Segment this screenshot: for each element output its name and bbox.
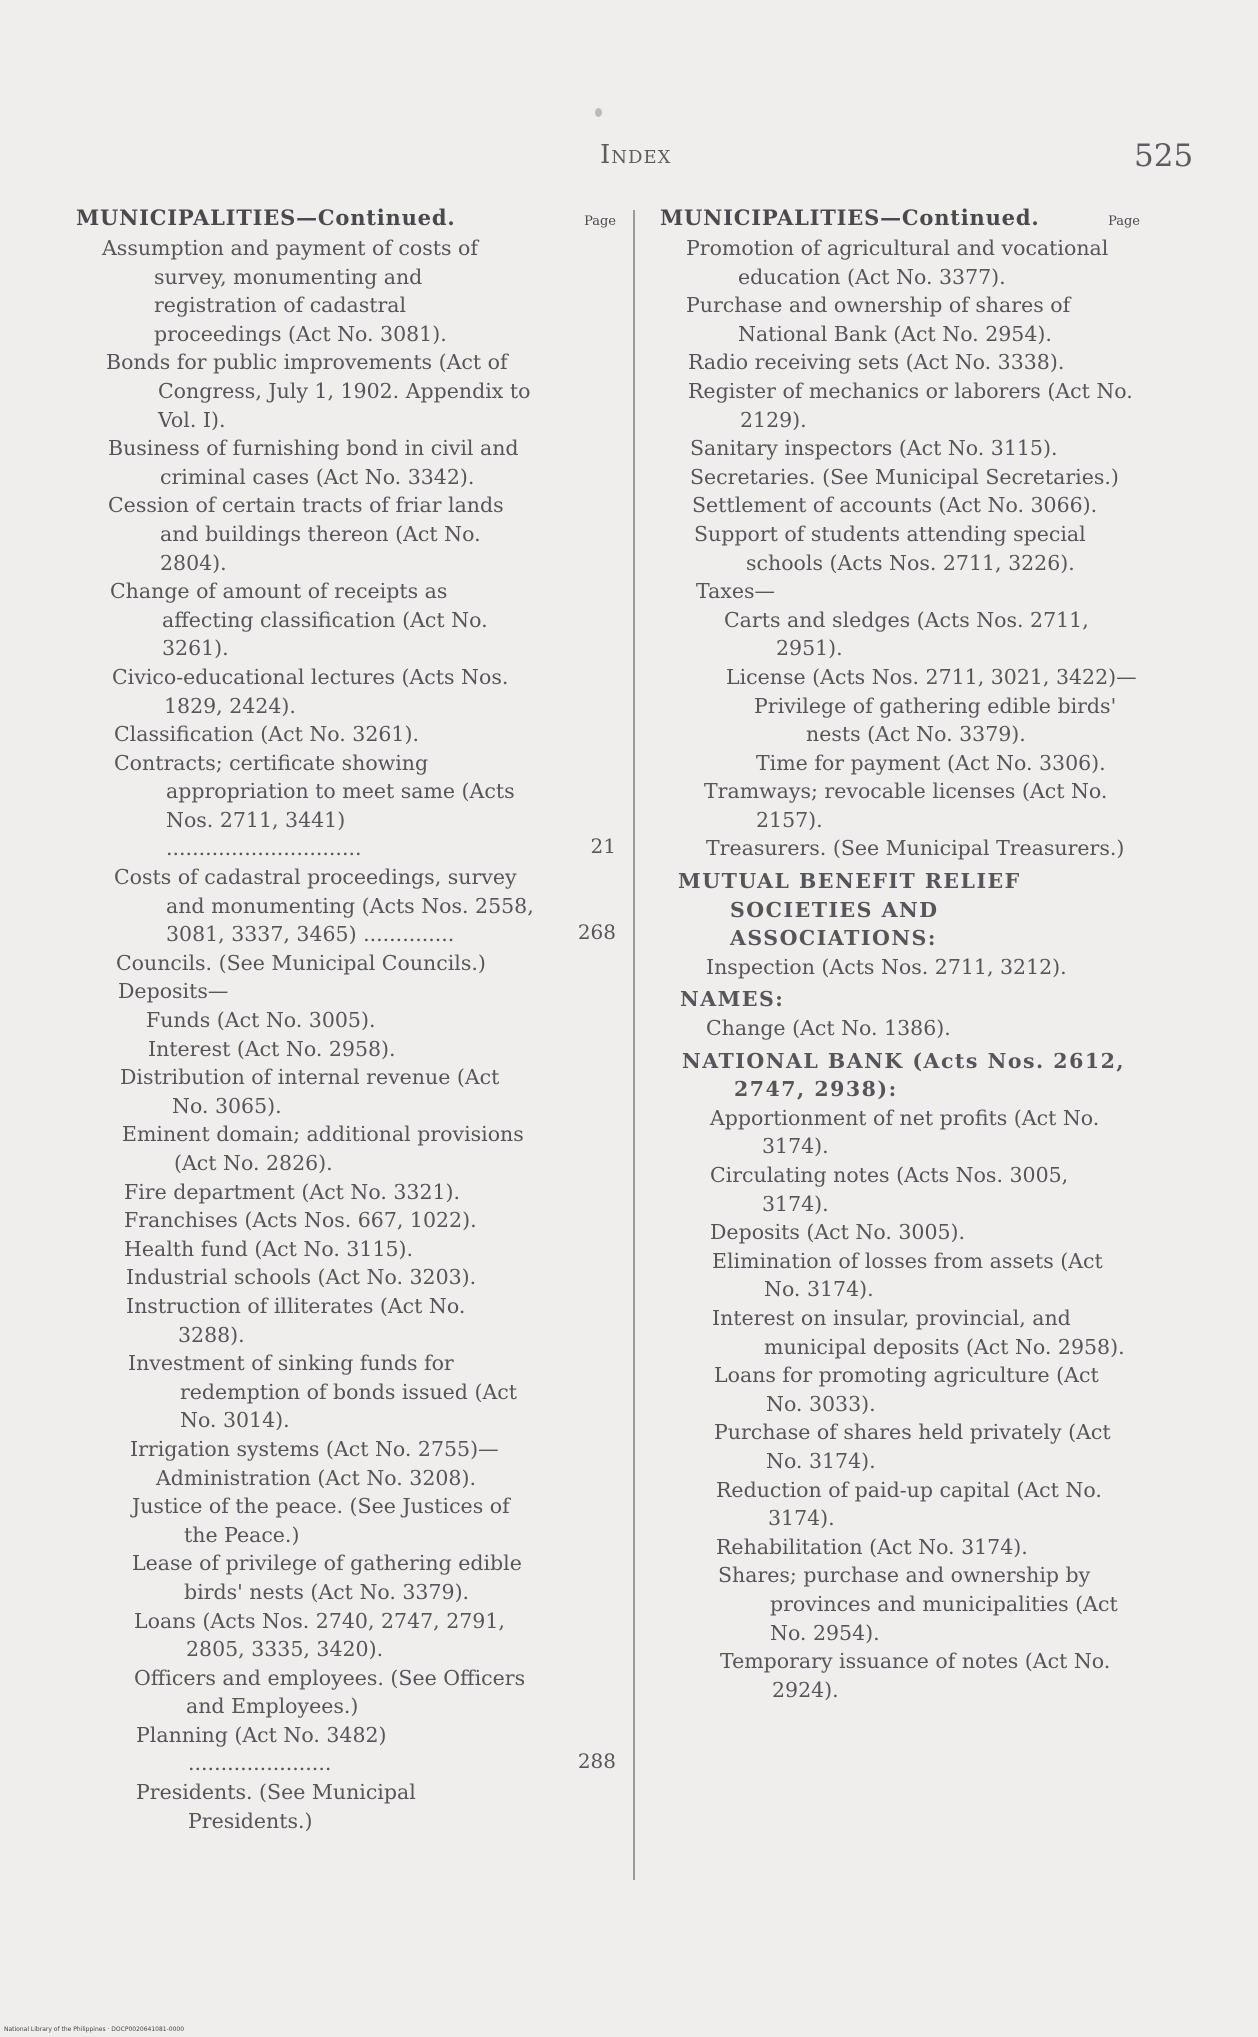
running-head: Index: [600, 140, 672, 170]
index-entry: Settlement of accounts (Act No. 3066).: [692, 493, 1098, 518]
page-column-label: Page: [584, 214, 616, 229]
index-entry: Loans (Acts Nos. 2740, 2747, 2791, 2805, 3335, 3420).: [134, 1608, 505, 1662]
index-entry: Planning (Act No. 3482) ...................... 288: [136, 1722, 616, 1776]
index-entry: Inspection (Acts Nos. 2711, 3212).: [706, 954, 1067, 979]
index-entry: Councils. (See Municipal Councils.): [116, 950, 486, 975]
page-ref: 288: [577, 1749, 616, 1774]
index-entry: Loans for promoting agriculture (Act No. 3033).: [714, 1363, 1099, 1416]
page-ref: 21: [590, 834, 616, 859]
index-entry: Interest on insular, provincial, and municipal deposits (Act No. 2958).: [712, 1305, 1125, 1359]
index-subentry: Funds (Act No. 3005).: [146, 1008, 376, 1033]
index-entry: Justice of the peace. (See Justices of the Peace.): [132, 1494, 510, 1547]
index-entry: Register of mechanics or laborers (Act No. 2129).: [688, 378, 1133, 432]
paper-speck: [595, 108, 602, 117]
index-entry: Fire department (Act No. 3321).: [124, 1179, 461, 1204]
index-entry: Tramways; revocable licenses (Act No. 2157).: [704, 779, 1108, 832]
index-entry: Presidents. (See Municipal Presidents.): [136, 1780, 416, 1833]
column-divider: [633, 210, 635, 1880]
index-entry: Lease of privilege of gathering edible birds' nests (Act No. 3379).: [132, 1551, 522, 1604]
index-entry: Taxes—: [696, 579, 776, 604]
heading-text: MUNICIPALITIES—Continued.: [660, 205, 1040, 230]
main-heading: NATIONAL BANK (Acts Nos. 2612, 2747, 2938):: [682, 1048, 1125, 1102]
page-number: 525: [1134, 138, 1194, 174]
right-column: [660, 204, 1140, 1704]
section-heading: [76, 204, 616, 232]
page-column-label: Page: [1108, 214, 1140, 229]
main-heading: MUTUAL BENEFIT RELIEF SOCIETIES AND ASSOCIATIONS:: [678, 869, 1021, 951]
section-heading: [660, 204, 1140, 232]
index-entry: Instruction of illiterates (Act No. 3288).: [126, 1293, 466, 1347]
index-entry: Support of students attending special schools (Acts Nos. 2711, 3226).: [694, 521, 1086, 575]
index-entry: Cession of certain tracts of friar lands and buildings thereon (Act No. 2804).: [108, 493, 504, 575]
left-column: [76, 204, 616, 1835]
index-entry: Business of furnishing bond in civil and criminal cases (Act No. 3342).: [108, 436, 519, 489]
index-entry: Elimination of losses from assets (Act No. 3174).: [712, 1248, 1103, 1302]
index-subentry: Administration (Act No. 3208).: [156, 1465, 476, 1490]
index-entry: Contracts; certificate showing appropriation to meet same (Acts Nos. 2711, 3441) .............................. 21: [114, 750, 616, 861]
index-entry: Sanitary inspectors (Act No. 3115).: [690, 436, 1058, 461]
page-ref: 268: [577, 920, 616, 945]
index-subentry: Interest (Act No. 2958).: [148, 1036, 396, 1061]
index-entry: Industrial schools (Act No. 3203).: [126, 1265, 477, 1290]
index-entry: Purchase and ownership of shares of National Bank (Act No. 2954).: [686, 293, 1071, 346]
index-subsubentry: Privilege of gathering edible birds' nests (Act No. 3379).: [754, 693, 1117, 747]
index-entry: Radio receiving sets (Act No. 3338).: [688, 350, 1065, 375]
index-entry: Assumption and payment of costs of survey, monumenting and registration of cadastral proceedings (Act No. 3081).: [102, 236, 478, 346]
index-subentry: License (Acts Nos. 2711, 3021, 3422)—: [726, 664, 1137, 689]
main-heading: NAMES:: [680, 987, 785, 1012]
index-entry: Shares; purchase and ownership by provinces and municipalities (Act No. 2954).: [718, 1563, 1118, 1645]
index-entry: Franchises (Acts Nos. 667, 1022).: [124, 1208, 477, 1233]
index-entry: Promotion of agricultural and vocational education (Act No. 3377).: [686, 236, 1109, 289]
index-entry: Health fund (Act No. 3115).: [124, 1236, 414, 1261]
index-entry: Costs of cadastral proceedings, survey and monumenting (Acts Nos. 2558, 3081, 3337, 3465) .............. 268: [114, 865, 616, 947]
index-entry: Bonds for public improvements (Act of Congress, July 1, 1902. Appendix to Vol. I).: [106, 350, 531, 432]
index-entry: Officers and employees. (See Officers and Employees.): [134, 1665, 526, 1719]
index-entry: Deposits—: [118, 979, 229, 1004]
index-subsubentry: Time for payment (Act No. 3306).: [756, 750, 1106, 775]
index-entry: Irrigation systems (Act No. 2755)—: [130, 1436, 499, 1461]
index-entry: Civico-educational lectures (Acts Nos. 1829, 2424).: [112, 664, 509, 718]
scan-credit: National Library of the Philippines · DOCP0020641081-0000: [4, 2026, 185, 2033]
index-entry: Change (Act No. 1386).: [706, 1016, 951, 1041]
index-entry: Investment of sinking funds for redemption of bonds issued (Act No. 3014).: [128, 1351, 517, 1433]
index-entry: Purchase of shares held privately (Act No. 3174).: [714, 1420, 1111, 1473]
index-entry: Reduction of paid-up capital (Act No. 3174).: [716, 1477, 1102, 1531]
index-entry: Change of amount of receipts as affecting classification (Act No. 3261).: [110, 579, 488, 661]
index-entry: Circulating notes (Acts Nos. 3005, 3174).: [710, 1163, 1069, 1216]
index-entry: Eminent domain; additional provisions (Act No. 2826).: [122, 1122, 524, 1175]
index-entry: Apportionment of net profits (Act No. 3174).: [710, 1105, 1100, 1159]
index-entry: Rehabilitation (Act No. 3174).: [716, 1534, 1028, 1559]
index-entry: Deposits (Act No. 3005).: [710, 1220, 966, 1245]
index-subentry: Carts and sledges (Acts Nos. 2711, 2951).: [724, 607, 1089, 661]
index-entry: Classification (Act No. 3261).: [114, 722, 419, 747]
index-entry: Temporary issuance of notes (Act No. 2924).: [720, 1649, 1111, 1702]
heading-text: MUNICIPALITIES—Continued.: [76, 205, 456, 230]
index-entry: Distribution of internal revenue (Act No. 3065).: [120, 1065, 500, 1118]
index-entry: Treasurers. (See Municipal Treasurers.): [706, 836, 1125, 861]
index-entry: Secretaries. (See Municipal Secretaries.): [690, 464, 1119, 489]
